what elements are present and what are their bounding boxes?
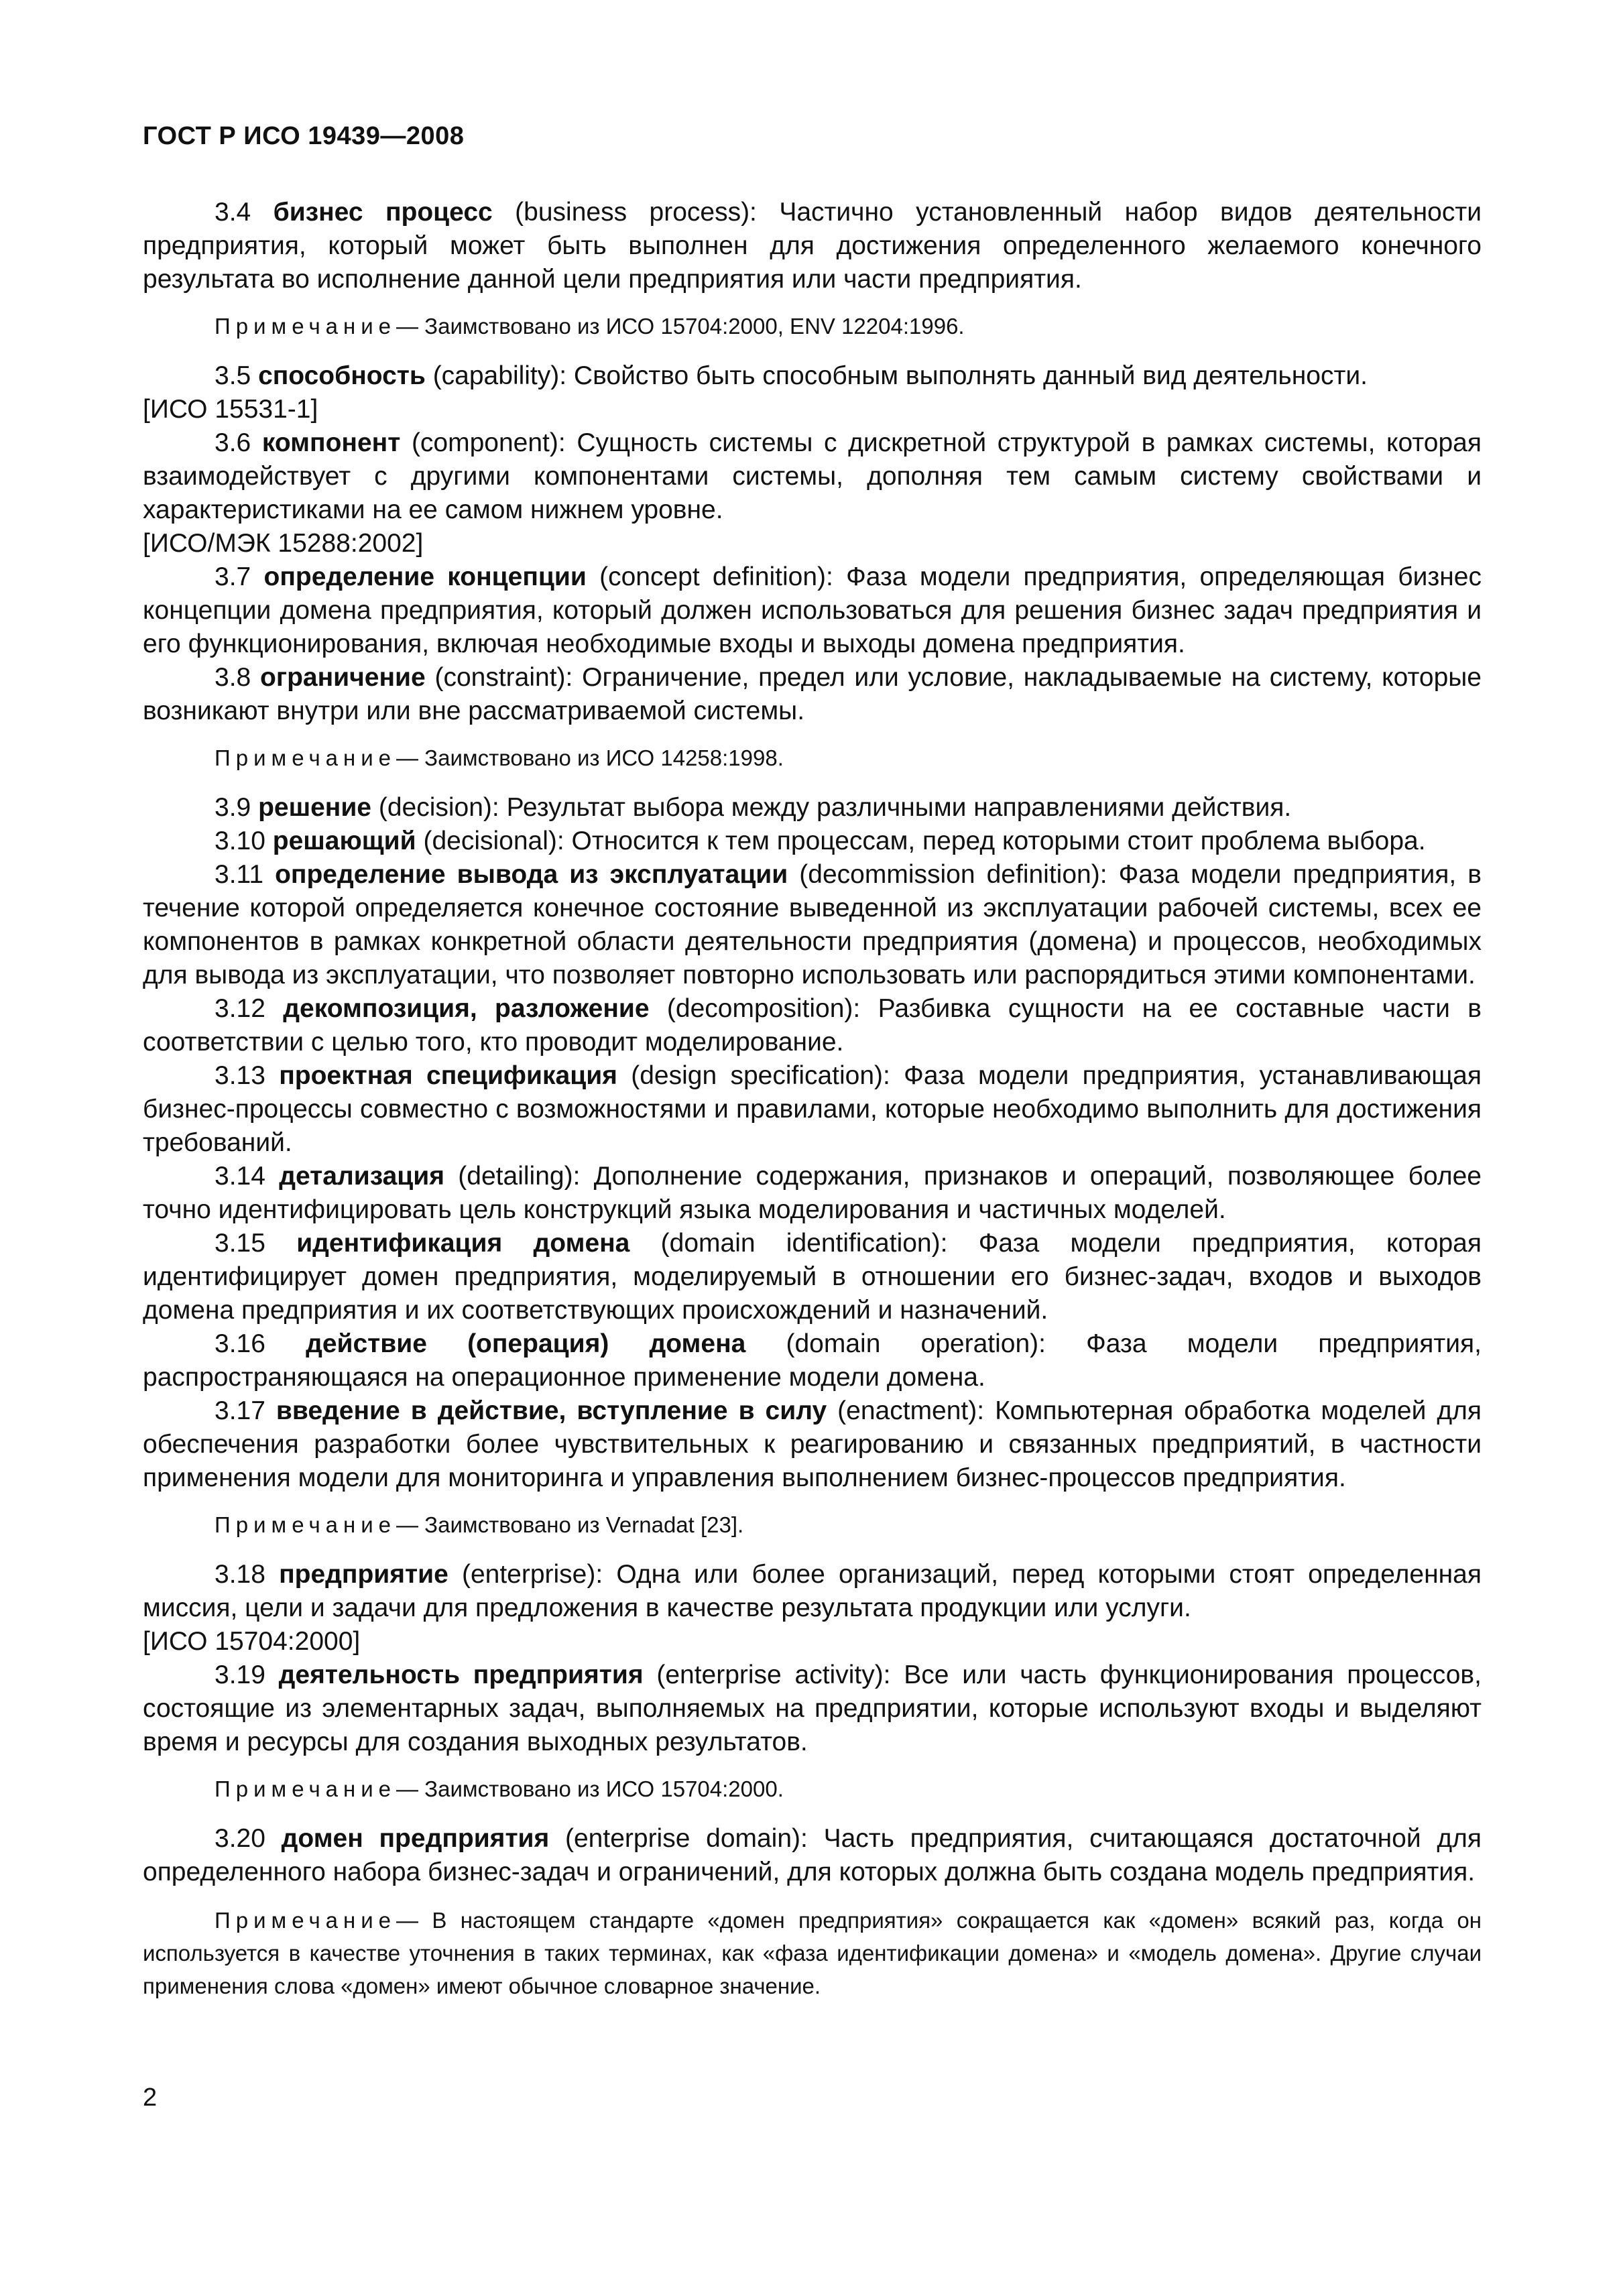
term-name: компонент (261, 428, 401, 457)
term-entry (143, 858, 1482, 992)
term-definition: (decision): Результат выбора между различными направлениями действия. (371, 793, 1292, 822)
note-text: — Заимствовано из ИСО 15704:2000. (396, 1776, 784, 1801)
term-definition: (domain identification): Фаза модели предприятия, которая идентифицирует домен предприятия, моделируемый в отношении его бизнес-задач, входов и выходов домена предприятия и их соответствующих происхождений и назначений. (143, 1229, 1482, 1325)
term-entry (143, 1227, 1482, 1327)
source-reference: [ИСО/МЭК 15288:2002] (143, 529, 424, 558)
term-name: определение вывода из эксплуатации (275, 860, 788, 889)
term-name: предприятие (279, 1560, 448, 1589)
note-text: — Заимствовано из ИСО 14258:1998. (396, 745, 784, 770)
term-entry (143, 1658, 1482, 1759)
term-entry (143, 359, 1482, 393)
term-entry (143, 1327, 1482, 1394)
term-name: действие (операция) домена (306, 1329, 746, 1358)
term-number: 3.6 (215, 428, 251, 457)
term-number: 3.5 (215, 361, 251, 390)
term-name: определение концепции (263, 562, 587, 591)
term-name: детализация (279, 1162, 444, 1191)
page-number: 2 (143, 2083, 158, 2112)
term-entry (143, 1394, 1482, 1495)
term-number: 3.19 (215, 1660, 265, 1689)
term-definition: (design specification): Фаза модели предприятия, устанавливающая бизнес-процессы совместно с возможностями и правилами, которые необходимо выполнить для достижения требований. (143, 1061, 1482, 1157)
term-number: 3.20 (215, 1824, 265, 1853)
document-body (143, 196, 1482, 2020)
term-number: 3.16 (215, 1329, 265, 1358)
note-text: — Заимствовано из ИСО 15704:2000, ENV 12204:1996. (396, 314, 965, 339)
term-definition: (enterprise activity): Все или часть функционирования процессов, состоящие из элементарных задач, выполняемых на предприятии, которые используют входы и выделяют время и ресурсы для создания выходных результатов. (143, 1660, 1482, 1756)
term-definition: (decisional): Относится к тем процессам, перед которыми стоит проблема выбора. (416, 827, 1426, 855)
term-number: 3.10 (215, 827, 265, 855)
term-entry (143, 661, 1482, 728)
note (143, 1510, 1482, 1540)
term-number: 3.13 (215, 1061, 265, 1090)
term-definition: (enactment): Компьютерная обработка моделей для обеспечения разработки более чувствительных к реагированию и связанных предприятий, в частности применения модели для мониторинга и управления выполнением бизнес-процессов предприятия. (143, 1396, 1482, 1492)
term-entry (143, 196, 1482, 296)
term-name: бизнес процесс (273, 198, 493, 227)
term-name: введение в действие, вступление в силу (276, 1396, 827, 1425)
document-header: ГОСТ Р ИСО 19439—2008 (143, 122, 465, 150)
term-name: проектная спецификация (279, 1061, 617, 1090)
term-number: 3.7 (215, 562, 251, 591)
term-number: 3.14 (215, 1162, 265, 1191)
term-definition: (business process): Частично установленный набор видов деятельности предприятия, который может быть выполнен для достижения определенного желаемого конечного результата во исполнение данной цели предприятия или части предприятия. (143, 198, 1482, 294)
term-entry (143, 1558, 1482, 1625)
term-name: решение (258, 793, 371, 822)
note-label: Примечание (215, 745, 397, 770)
term-definition: (capability): Свойство быть способным выполнять данный вид деятельности. (425, 361, 1368, 390)
term-definition: (component): Сущность системы с дискретной структурой в рамках системы, которая взаимодействует с другими компонентами системы, дополняя тем самым систему свойствами и характеристиками на ее самом нижнем уровне. (143, 428, 1482, 524)
note-text: — Заимствовано из Vernadat [23]. (396, 1512, 744, 1537)
term-number: 3.8 (215, 663, 251, 692)
term-number: 3.18 (215, 1560, 265, 1589)
term-definition: (enterprise domain): Часть предприятия, считающаяся достаточной для определенного набора бизнес-задач и ограничений, для которых должна быть создана модель предприятия. (143, 1824, 1482, 1886)
source-reference: [ИСО 15704:2000] (143, 1627, 361, 1656)
note-label: Примечание (215, 1908, 397, 1933)
term-number: 3.11 (215, 860, 264, 889)
note (143, 311, 1482, 342)
term-name: домен предприятия (281, 1824, 550, 1853)
term-name: идентификация домена (296, 1229, 630, 1258)
term-definition: (decommission definition): Фаза модели предприятия, в течение которой определяется конечное состояние выведенной из эксплуатации рабочей системы, всех ее компонентов в рамках конкретной области деятельности предприятия (домена) и процессов, необходимых для вывода из эксплуатации, что позволяет повторно использовать или распорядиться этими компонентами. (143, 860, 1482, 989)
term-entry (143, 1059, 1482, 1160)
term-entry (143, 426, 1482, 527)
term-number: 3.4 (215, 198, 251, 227)
term-entry (143, 560, 1482, 661)
term-definition: (domain operation): Фаза модели предприятия, распространяющаяся на операционное применение модели домена. (143, 1329, 1482, 1392)
term-name: решающий (272, 827, 416, 855)
note (143, 1774, 1482, 1805)
term-entry (143, 992, 1482, 1059)
term-entry (143, 825, 1482, 858)
source-reference: [ИСО 15531-1] (143, 395, 318, 424)
term-definition: (concept definition): Фаза модели предприятия, определяющая бизнес концепции домена предприятия, который должен использоваться для решения бизнес задач предприятия и его функционирования, включая необходимые входы и выходы домена предприятия. (143, 562, 1482, 658)
term-number: 3.17 (215, 1396, 265, 1425)
term-definition: (constraint): Ограничение, предел или условие, накладываемые на систему, которые возникают внутри или вне рассматриваемой системы. (143, 663, 1482, 725)
note-label: Примечание (215, 1512, 397, 1537)
term-definition: (decomposition): Разбивка сущности на ее составные части в соответствии с целью того, кто проводит моделирование. (143, 994, 1482, 1056)
term-definition: (enterprise): Одна или более организаций, перед которыми стоят определенная миссия, цели и задачи для предложения в качестве результата продукции или услуги. (143, 1560, 1482, 1622)
note-text: — В настоящем стандарте «домен предприятия» сокращается как «домен» всякий раз, когда он используется в качестве уточнения в таких терминах, как «фаза идентификации домена» и «модель домена». Другие случаи применения слова «домен» имеют обычное словарное значение. (143, 1908, 1482, 1998)
term-name: ограничение (260, 663, 426, 692)
term-number: 3.9 (215, 793, 251, 822)
term-name: способность (258, 361, 426, 390)
term-entry (143, 1822, 1482, 1889)
term-definition: (detailing): Дополнение содержания, признаков и операций, позволяющее более точно идентифицировать цель конструкций языка моделирования и частичных моделей. (143, 1162, 1482, 1224)
term-entry (143, 1160, 1482, 1227)
term-number: 3.15 (215, 1229, 265, 1258)
term-number: 3.12 (215, 994, 265, 1023)
note (143, 743, 1482, 774)
term-name: декомпозиция, разложение (283, 994, 650, 1023)
note (143, 1904, 1482, 2002)
term-name: деятельность предприятия (278, 1660, 644, 1689)
note-label: Примечание (215, 1776, 397, 1801)
note-label: Примечание (215, 314, 397, 339)
term-entry (143, 791, 1482, 825)
